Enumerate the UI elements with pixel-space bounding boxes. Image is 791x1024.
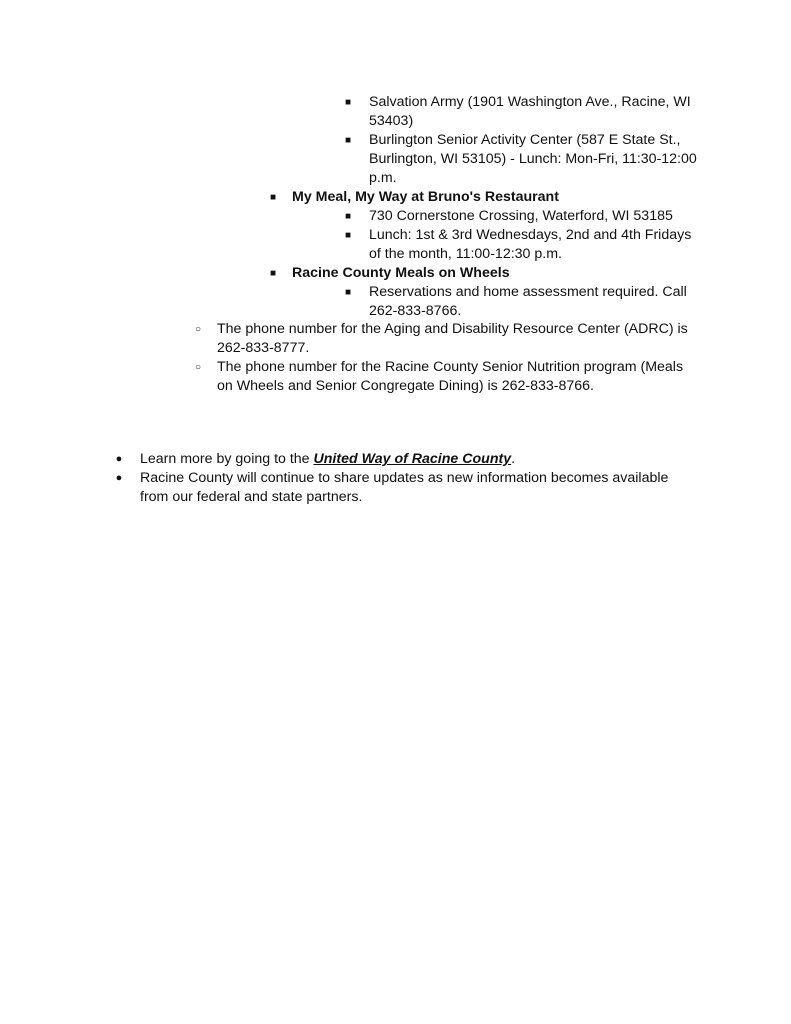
nutrition-phone-line2: on Wheels and Senior Congregate Dining) is 262-833-8766. bbox=[217, 378, 594, 394]
salvation-army-line2: 53403) bbox=[369, 113, 414, 129]
burlington-line2: Burlington, WI 53105) - Lunch: Mon-Fri, 11:30-12:00 bbox=[369, 151, 697, 167]
adrc-phone-line2: 262-833-8777. bbox=[217, 340, 310, 356]
updates-line1: Racine County will continue to share updates as new information becomes available bbox=[140, 470, 669, 486]
learn-more-suffix: . bbox=[511, 451, 516, 467]
salvation-army-line1: Salvation Army (1901 Washington Ave., Racine, WI bbox=[369, 94, 691, 110]
square-bullet-icon: ■ bbox=[344, 135, 352, 146]
adrc-phone-line1: The phone number for the Aging and Disability Resource Center (ADRC) is bbox=[217, 321, 688, 337]
circle-bullet-icon: ○ bbox=[194, 324, 202, 335]
nutrition-phone-line1: The phone number for the Racine County Senior Nutrition program (Meals bbox=[217, 359, 684, 375]
meals-on-wheels-line2: 262-833-8766. bbox=[369, 303, 462, 319]
burlington-line1: Burlington Senior Activity Center (587 E State St., bbox=[369, 132, 681, 148]
meals-on-wheels-title: Racine County Meals on Wheels bbox=[292, 265, 510, 281]
brunos-lunch-line1: Lunch: 1st & 3rd Wednesdays, 2nd and 4th Fridays bbox=[369, 227, 692, 243]
square-bullet-icon: ■ bbox=[344, 97, 352, 108]
square-bullet-icon: ■ bbox=[269, 268, 277, 279]
brunos-lunch-line2: of the month, 11:00-12:30 p.m. bbox=[369, 246, 562, 262]
square-bullet-icon: ■ bbox=[344, 287, 352, 298]
square-bullet-icon: ■ bbox=[344, 211, 352, 222]
brunos-title: My Meal, My Way at Bruno's Restaurant bbox=[292, 189, 559, 205]
learn-more-prefix: Learn more by going to the bbox=[140, 451, 314, 467]
square-bullet-icon: ■ bbox=[269, 192, 277, 203]
burlington-line3: p.m. bbox=[369, 170, 397, 186]
dot-bullet-icon: ● bbox=[115, 472, 123, 484]
meals-on-wheels-line1: Reservations and home assessment required. Call bbox=[369, 284, 687, 300]
learn-more-line bbox=[140, 450, 515, 469]
updates-line2: from our federal and state partners. bbox=[140, 489, 363, 505]
square-bullet-icon: ■ bbox=[344, 230, 352, 241]
united-way-link[interactable]: United Way of Racine County bbox=[313, 451, 512, 467]
dot-bullet-icon: ● bbox=[115, 453, 123, 465]
brunos-address: 730 Cornerstone Crossing, Waterford, WI 53185 bbox=[369, 208, 673, 224]
circle-bullet-icon: ○ bbox=[194, 362, 202, 373]
